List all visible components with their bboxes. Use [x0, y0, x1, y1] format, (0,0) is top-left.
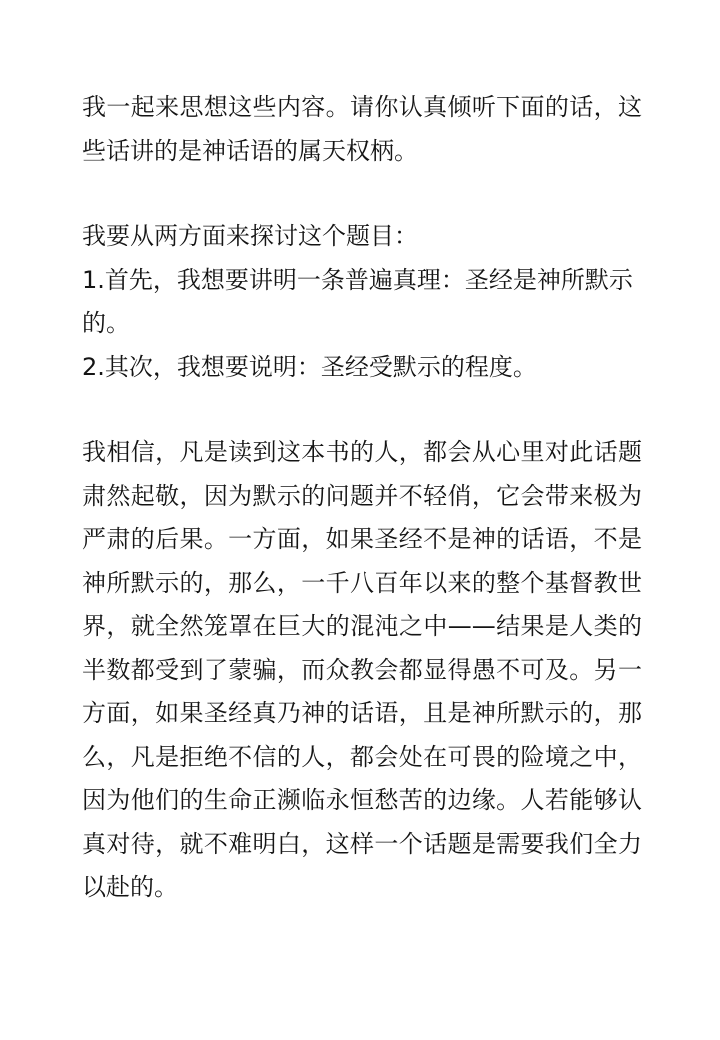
intro-paragraph: 我一起来思想这些内容。请你认真倾听下面的话，这些话讲的是神话语的属天权柄。	[82, 93, 642, 165]
document-page	[82, 86, 642, 952]
outline-block	[82, 215, 642, 389]
outline-item-2: 2.其次，我想要说明：圣经受默示的程度。	[82, 352, 537, 381]
outline-lead: 我要从两方面来探讨这个题目：	[82, 222, 418, 250]
body-paragraph: 我相信，凡是读到这本书的人，都会从心里对此话题肃然起敬，因为默示的问题并不轻俏，它会带来极为严肃的后果。一方面，如果圣经不是神的话语，不是神所默示的，那么，一千八百年以来的整个基督教世界，就全然笼罩在巨大的混沌之中——结果是人类的半数都受到了蒙骗，而众教会都显得愚不可及。另一方面，如果圣经真乃神的话语，且是神所默示的，那么，凡是拒绝不信的人，都会处在可畏的险境之中，因为他们的生命正濒临永恒愁苦的边缘。人若能够认真对待，就不难明白，这样一个话题是需要我们全力以赴的。	[82, 438, 642, 901]
outline-item-1: 1.首先，我想要讲明一条普遍真理：圣经是神所默示的。	[82, 265, 633, 337]
